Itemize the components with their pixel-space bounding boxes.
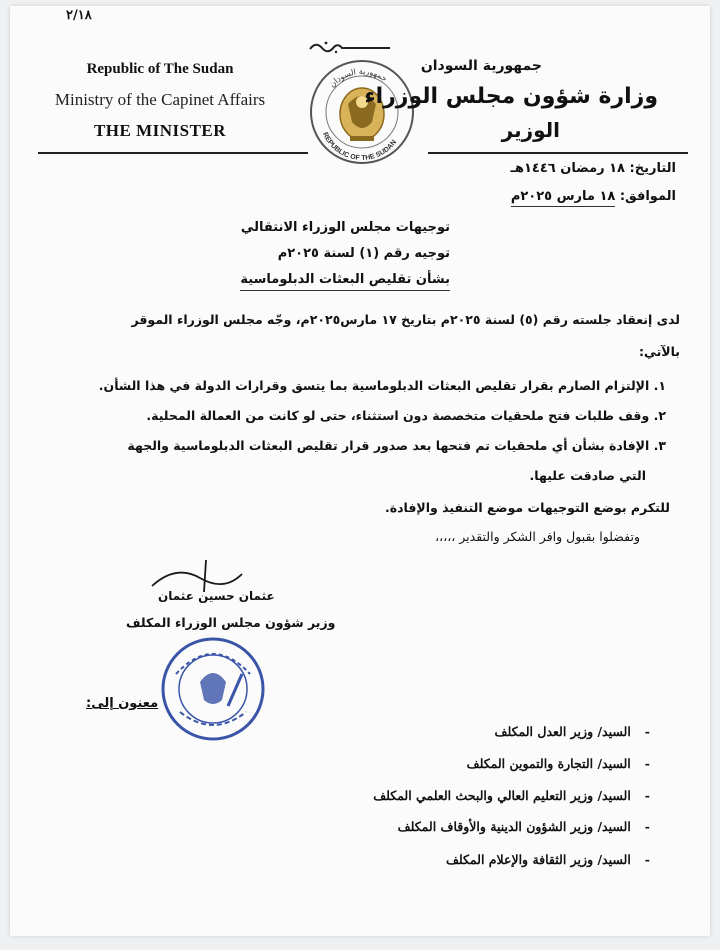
- header-rule-left: [38, 152, 308, 154]
- gregorian-date: [511, 189, 676, 204]
- signatory-name: عثمان حسين عثمان: [158, 589, 275, 603]
- header-republic-ar: جمهورية السودان: [420, 58, 542, 74]
- directive-subject: بشأن تقليص البعثات الدبلوماسية: [240, 272, 450, 291]
- directive-item-1: ١. الإلتزام الصارم بقرار تقليص البعثات الدبلوماسية بما يتسق وقرارات الدولة في هذا الشأن.: [98, 378, 666, 393]
- recipient-item: -السيد/ وزير الثقافة والإعلام المكلف: [445, 852, 650, 867]
- sudan-emblem-icon: [308, 58, 416, 166]
- header-ministry-en: Ministry of the Capinet Affairs: [54, 90, 266, 109]
- emblem-text-en: REPUBLIC OF THE SUDAN: [321, 131, 399, 163]
- closing-regards: وتفضلوا بقبول وافر الشكر والتقدير ،،،،،: [435, 529, 640, 544]
- closing-request: للتكرم بوضع التوجيهات موضع التنفيذ والإفادة.: [384, 500, 670, 515]
- directive-item-2: ٢. وقف طلبات فتح ملحقيات متخصصة دون استثناء، حتى لو كانت من العمالة المحلية.: [146, 408, 666, 423]
- body-intro-end: بالآتي:: [638, 344, 680, 359]
- recipients-heading: معنون إلى:: [86, 696, 159, 711]
- directive-title: توجيهات مجلس الوزراء الانتقالي: [240, 220, 450, 235]
- header-ministry-ar: وزارة شؤون مجلس الوزراء: [364, 84, 658, 109]
- header-republic-en: Republic of The Sudan: [86, 61, 234, 77]
- gregorian-date-label: الموافق:: [619, 189, 676, 204]
- recipient-item: -السيد/ التجارة والتموين المكلف: [466, 756, 650, 771]
- gregorian-date-value: ١٨ مارس ٢٠٢٥م: [511, 189, 616, 207]
- body-intro: لدى إنعقاد جلسته رقم (٥) لسنة ٢٠٢٥م بتاريخ ١٧ مارس٢٠٢٥م، وجّه مجلس الوزراء الموقر: [131, 312, 680, 327]
- signatory-title: وزير شؤون مجلس الوزراء المكلف: [126, 615, 336, 630]
- recipient-item: -السيد/ وزير العدل المكلف: [494, 724, 650, 739]
- emblem-text-ar: جمهورية السودان: [327, 66, 389, 90]
- header-minister-ar: الوزير: [501, 118, 560, 142]
- calligraphy-mark-icon: [306, 39, 394, 55]
- hijri-date: [511, 161, 676, 176]
- header-rule-right: [428, 152, 688, 154]
- directive-number: توجيه رقم (١) لسنة ٢٠٢٥م: [277, 246, 450, 261]
- hijri-date-value: ١٨ رمضان ١٤٤٦هـ: [510, 161, 625, 176]
- recipient-item: -السيد/ وزير الشؤون الدينية والأوقاف المكلف: [397, 819, 650, 834]
- recipient-item: -السيد/ وزير التعليم العالي والبحث العلمي المكلف: [373, 788, 650, 803]
- directive-item-3-cont: التي صادقت عليها.: [529, 468, 646, 483]
- header-minister-en: THE MINISTER: [93, 121, 227, 140]
- reference-number: ٢/١٨: [66, 8, 92, 23]
- directive-item-3: ٣. الإفادة بشأن أي ملحقيات تم فتحها بعد صدور قرار تقليص البعثات الدبلوماسية والجهة: [127, 438, 666, 453]
- letter-page: [10, 6, 710, 936]
- hijri-date-label: التاريخ:: [629, 161, 676, 176]
